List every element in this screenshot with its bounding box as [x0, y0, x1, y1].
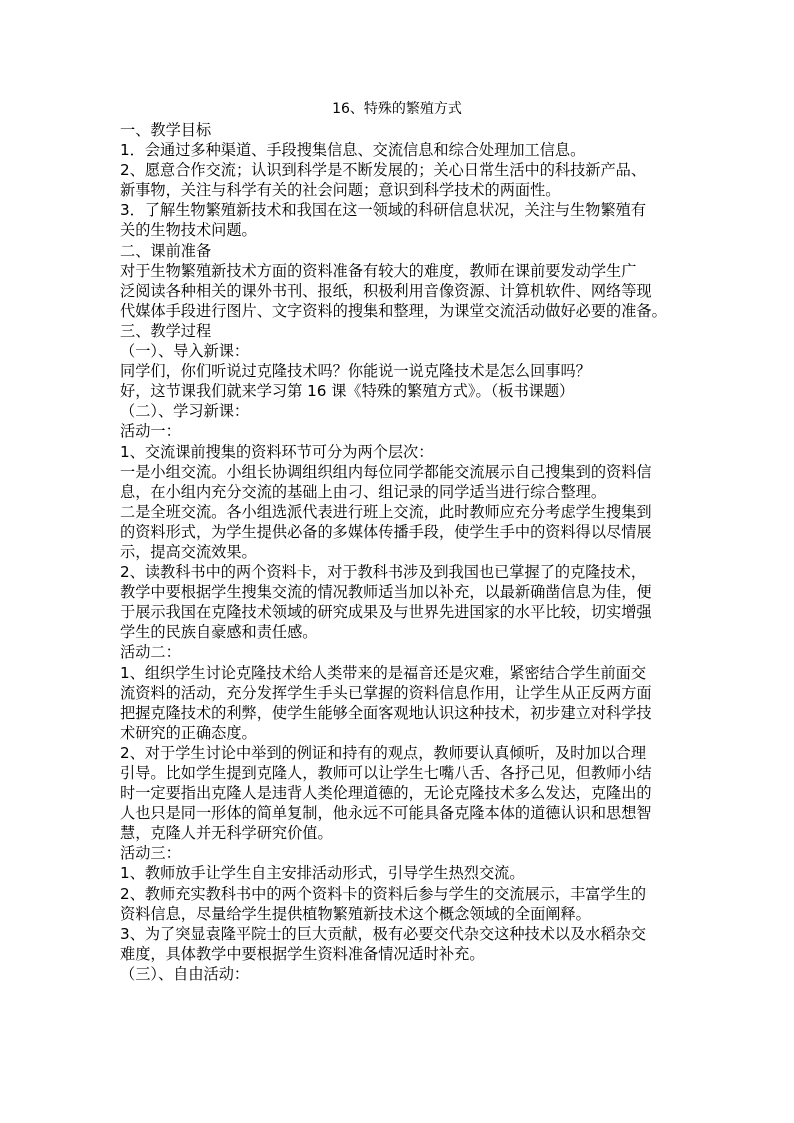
- text-line: 慧，克隆人并无科学研究价值。: [120, 824, 333, 843]
- text-line: （三）、自由活动：: [120, 964, 250, 983]
- text-line: （二）、学习新课：: [120, 402, 250, 421]
- text-line: 于展示我国在克隆技术领域的研究成果及与世界先进国家的水平比较，切实增强: [120, 603, 652, 622]
- text-line: 示，提高交流效果。: [120, 542, 257, 561]
- text-line: 2、对于学生讨论中举到的例证和持有的观点，教师要认真倾听，及时加以合理: [120, 743, 647, 762]
- text-line: 流资料的活动，充分发挥学生手头已掌握的资料信息作用，让学生从正反两方面: [120, 683, 652, 702]
- text-line: 对于生物繁殖新技术方面的资料准备有较大的难度，教师在课前要发动学生广: [120, 261, 637, 280]
- text-line: 二是全班交流。各小组选派代表进行班上交流，此时教师应充分考虑学生搜集到: [120, 502, 652, 521]
- text-line: 活动二：: [120, 643, 181, 662]
- text-line: 1、教师放手让学生自主安排活动形式，引导学生热烈交流。: [120, 864, 525, 883]
- text-line: 术研究的正确态度。: [120, 723, 257, 742]
- text-line: 一、教学目标: [120, 121, 212, 139]
- text-line: 的资料形式，为学生提供必备的多媒体传播手段，使学生手中的资料得以尽情展: [120, 522, 652, 541]
- text-line: 活动一：: [120, 422, 181, 441]
- text-line: 好，这节课我们就来学习第 16 课《特殊的繁殖方式》。（板书课题）: [120, 382, 575, 401]
- text-line: 三、教学过程: [120, 321, 212, 340]
- text-line: 3．了解生物繁殖新技术和我国在这一领域的科研信息状况，关注与生物繁殖有: [120, 201, 647, 220]
- text-line: 引导。比如学生提到克隆人，教师可以让学生七嘴八舌、各抒己见，但教师小结: [120, 764, 652, 782]
- document-body: [120, 120, 680, 984]
- text-line: （一）、导入新课：: [120, 342, 250, 361]
- text-line: 活动三：: [120, 844, 181, 863]
- text-line: 教学中要根据学生搜集交流的情况教师适当加以补充，以最新确凿信息为佳，便: [120, 583, 652, 602]
- text-line: 泛阅读各种相关的课外书刊、报纸，积极利用音像资源、计算机软件、网络等现: [120, 281, 652, 300]
- text-line: 2、读教科书中的两个资料卡，对于教科书涉及到我国也已掌握了的克隆技术，: [120, 563, 647, 582]
- text-line: 1、交流课前搜集的资料环节可分为两个层次：: [120, 442, 434, 461]
- text-line: 息，在小组内充分交流的基础上由刁、组记录的同学适当进行综合整理。: [120, 482, 606, 501]
- text-line: 资料信息，尽量给学生提供植物繁殖新技术这个概念领域的全面阐释。: [120, 904, 591, 923]
- text-line: 新事物，关注与科学有关的社会问题；意识到科学技术的两面性。: [120, 181, 561, 200]
- document-title: 16、特殊的繁殖方式: [332, 101, 462, 117]
- text-line: 时一定要指出克隆人是违背人类伦理道德的，无论克隆技术多么发达，克隆出的: [120, 784, 652, 803]
- text-line: 学生的民族自豪感和责任感。: [120, 623, 318, 642]
- text-line: 1．会通过多种渠道、手段搜集信息、交流信息和综合处理加工信息。: [120, 141, 586, 160]
- text-line: 2、愿意合作交流；认识到科学是不断发展的；关心日常生活中的科技新产品、: [120, 161, 647, 180]
- text-line: 代媒体手段进行图片、文字资料的搜集和整理，为课堂交流活动做好必要的准备。: [120, 301, 667, 320]
- text-line: 难度，具体教学中要根据学生资料准备情况适时补充。: [120, 944, 485, 963]
- text-line: 3、为了突显袁隆平院士的巨大贡献，极有必要交代杂交这种技术以及水稻杂交: [120, 924, 647, 943]
- text-line: 同学们，你们听说过克隆技术吗？你能说一说克隆技术是怎么回事吗？: [120, 362, 591, 381]
- text-line: 一是小组交流。小组长协调组织组内每位同学都能交流展示自己搜集到的资料信: [120, 462, 652, 481]
- text-line: 把握克隆技术的利弊，使学生能够全面客观地认识这种技术，初步建立对科学技: [120, 703, 652, 722]
- text-line: 1、组织学生讨论克隆技术给人类带来的是福音还是灾难，紧密结合学生前面交: [120, 663, 647, 682]
- text-line: 关的生物技术问题。: [120, 221, 257, 240]
- text-line: 人也只是同一形体的简单复制，他永远不可能具备克隆本体的道德认识和思想智: [120, 804, 652, 823]
- text-line: 二、课前准备: [120, 241, 212, 260]
- text-line: 2、教师充实教科书中的两个资料卡的资料后参与学生的交流展示，丰富学生的: [120, 884, 647, 903]
